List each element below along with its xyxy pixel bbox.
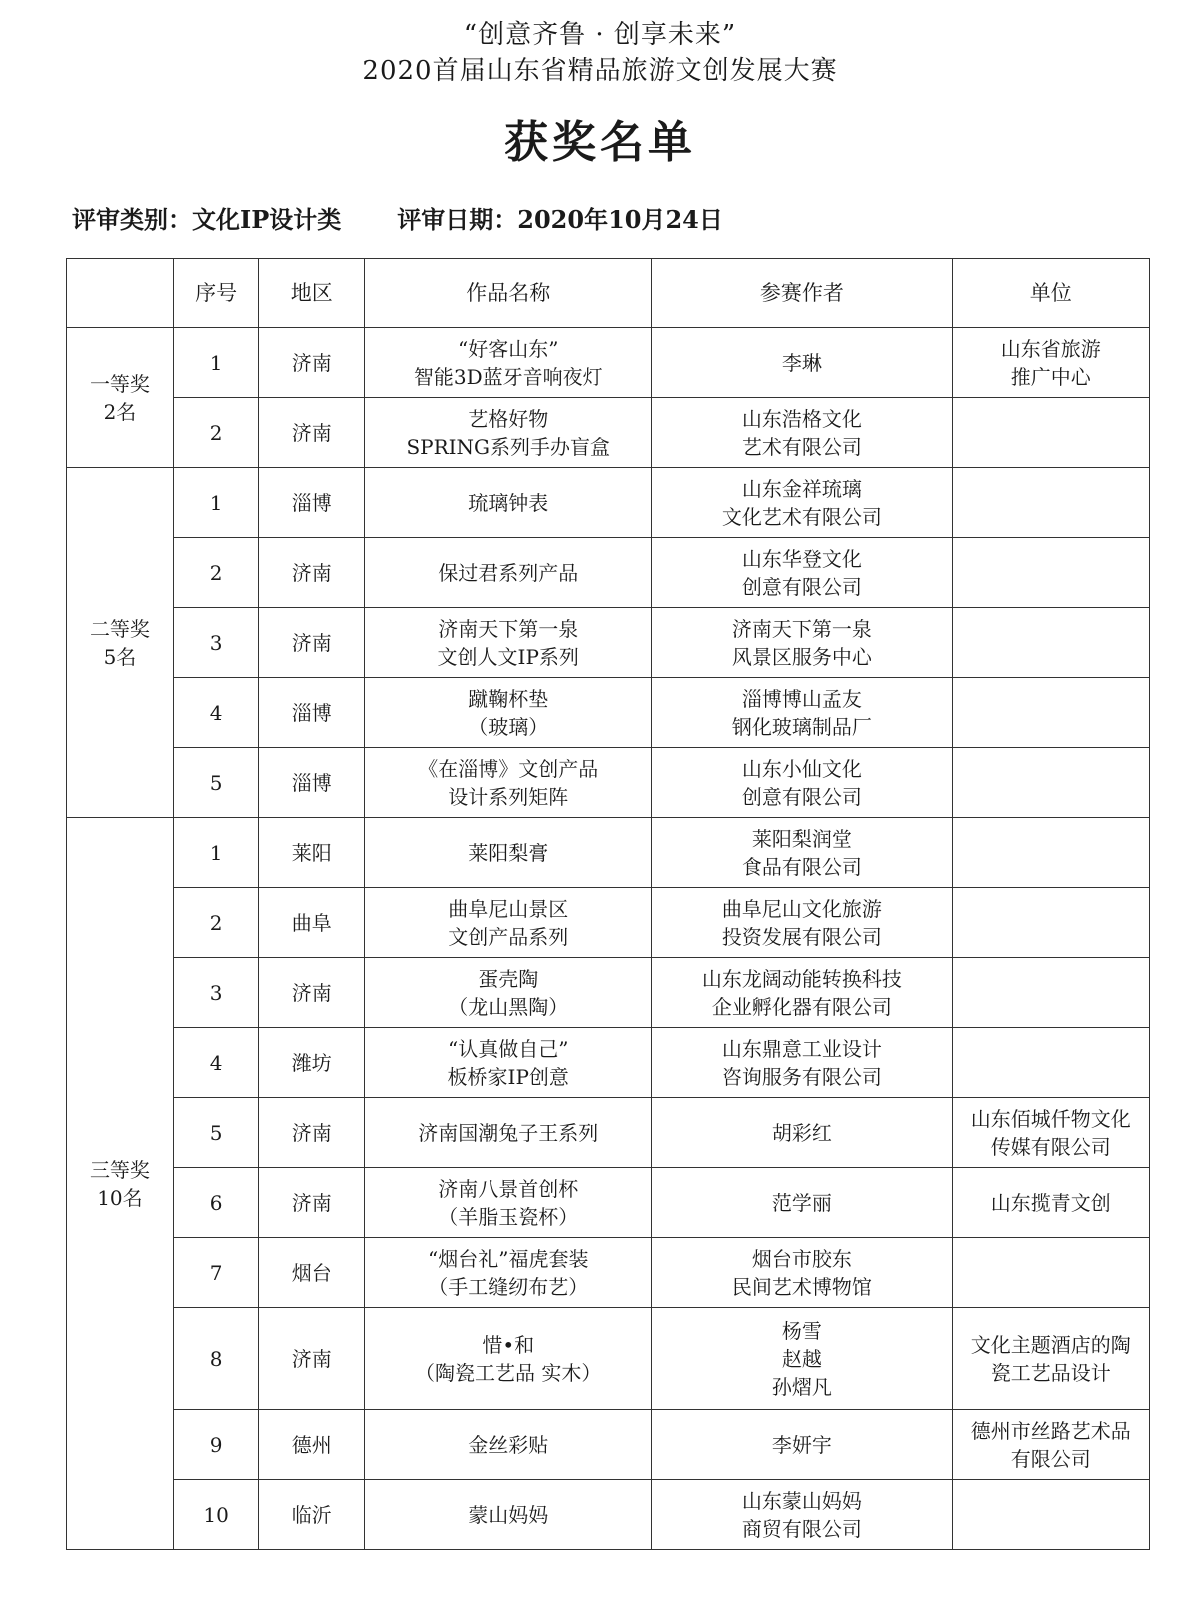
header-author: 参赛作者	[652, 259, 952, 328]
unit-cell	[952, 888, 1149, 958]
no-cell: 1	[173, 818, 259, 888]
table-row	[67, 328, 1150, 398]
work-cell: 济南八景首创杯 （羊脂玉瓷杯）	[365, 1168, 652, 1238]
table-row	[67, 1028, 1150, 1098]
no-cell: 2	[173, 888, 259, 958]
no-cell: 8	[173, 1308, 259, 1410]
prize-level-cell: 二等奖 5名	[67, 468, 174, 818]
author-cell: 山东金祥琉璃 文化艺术有限公司	[652, 468, 952, 538]
table-row	[67, 818, 1150, 888]
table-row	[67, 1308, 1150, 1410]
region-cell: 烟台	[259, 1238, 365, 1308]
header-no: 序号	[173, 259, 259, 328]
author-cell: 山东小仙文化 创意有限公司	[652, 748, 952, 818]
work-cell: 琉璃钟表	[365, 468, 652, 538]
review-meta	[72, 200, 723, 235]
work-cell: 金丝彩贴	[365, 1410, 652, 1480]
table-row	[67, 1238, 1150, 1308]
unit-cell	[952, 1238, 1149, 1308]
no-cell: 4	[173, 678, 259, 748]
table-row	[67, 538, 1150, 608]
region-cell: 德州	[259, 1410, 365, 1480]
no-cell: 5	[173, 748, 259, 818]
prize-level-cell: 三等奖 10名	[67, 818, 174, 1550]
category-label: 评审类别：	[72, 205, 192, 234]
slogan: “创意齐鲁 · 创享未来”	[463, 20, 737, 50]
no-cell: 5	[173, 1098, 259, 1168]
unit-cell	[952, 538, 1149, 608]
author-cell: 济南天下第一泉 风景区服务中心	[652, 608, 952, 678]
no-cell: 4	[173, 1028, 259, 1098]
author-cell: 山东蒙山妈妈 商贸有限公司	[652, 1480, 952, 1550]
work-cell: “烟台礼”福虎套装 （手工缝纫布艺）	[365, 1238, 652, 1308]
region-cell: 淄博	[259, 678, 365, 748]
table-row	[67, 468, 1150, 538]
prize-header-cell	[67, 259, 174, 328]
no-cell: 3	[173, 608, 259, 678]
unit-cell	[952, 958, 1149, 1028]
region-cell: 曲阜	[259, 888, 365, 958]
region-cell: 济南	[259, 608, 365, 678]
region-cell: 济南	[259, 538, 365, 608]
region-cell: 莱阳	[259, 818, 365, 888]
region-cell: 淄博	[259, 748, 365, 818]
region-cell: 临沂	[259, 1480, 365, 1550]
table-row	[67, 398, 1150, 468]
work-cell: 济南国潮兔子王系列	[365, 1098, 652, 1168]
work-cell: 曲阜尼山景区 文创产品系列	[365, 888, 652, 958]
region-cell: 济南	[259, 1308, 365, 1410]
header-region: 地区	[259, 259, 365, 328]
region-cell: 济南	[259, 958, 365, 1028]
author-cell: 山东浩格文化 艺术有限公司	[652, 398, 952, 468]
unit-cell: 文化主题酒店的陶 瓷工艺品设计	[952, 1308, 1149, 1410]
work-cell: “好客山东” 智能3D蓝牙音响夜灯	[365, 328, 652, 398]
no-cell: 7	[173, 1238, 259, 1308]
unit-cell: 德州市丝路艺术品 有限公司	[952, 1410, 1149, 1480]
author-cell: 山东龙阔动能转换科技 企业孵化器有限公司	[652, 958, 952, 1028]
unit-cell: 山东佰城仟物文化 传媒有限公司	[952, 1098, 1149, 1168]
competition-name: 2020首届山东省精品旅游文创发展大赛	[362, 56, 838, 86]
table-row	[67, 1480, 1150, 1550]
table-row	[67, 678, 1150, 748]
unit-cell	[952, 1480, 1149, 1550]
author-cell: 山东华登文化 创意有限公司	[652, 538, 952, 608]
unit-cell	[952, 818, 1149, 888]
table-row	[67, 748, 1150, 818]
work-cell: 蹴鞠杯垫 （玻璃）	[365, 678, 652, 748]
work-cell: 《在淄博》文创产品 设计系列矩阵	[365, 748, 652, 818]
table-header-row	[67, 259, 1150, 328]
region-cell: 济南	[259, 1168, 365, 1238]
unit-cell	[952, 748, 1149, 818]
no-cell: 1	[173, 468, 259, 538]
table-row	[67, 1168, 1150, 1238]
region-cell: 济南	[259, 328, 365, 398]
no-cell: 10	[173, 1480, 259, 1550]
region-cell: 济南	[259, 1098, 365, 1168]
work-cell: “认真做自己” 板桥家IP创意	[365, 1028, 652, 1098]
table-row	[67, 888, 1150, 958]
no-cell: 2	[173, 538, 259, 608]
page-title: 获奖名单	[504, 117, 696, 168]
unit-cell: 山东省旅游 推广中心	[952, 328, 1149, 398]
table-row	[67, 608, 1150, 678]
unit-cell	[952, 398, 1149, 468]
prize-level-cell: 一等奖 2名	[67, 328, 174, 468]
work-cell: 蒙山妈妈	[365, 1480, 652, 1550]
unit-cell	[952, 678, 1149, 748]
author-cell: 胡彩红	[652, 1098, 952, 1168]
no-cell: 9	[173, 1410, 259, 1480]
date-value: 2020年10月24日	[517, 205, 723, 234]
work-cell: 济南天下第一泉 文创人文IP系列	[365, 608, 652, 678]
work-cell: 惜•和 （陶瓷工艺品 实木）	[365, 1308, 652, 1410]
region-cell: 潍坊	[259, 1028, 365, 1098]
author-cell: 莱阳梨润堂 食品有限公司	[652, 818, 952, 888]
table-row	[67, 958, 1150, 1028]
unit-cell	[952, 608, 1149, 678]
awards-table	[66, 258, 1150, 1550]
no-cell: 1	[173, 328, 259, 398]
author-cell: 李妍宇	[652, 1410, 952, 1480]
header-work: 作品名称	[365, 259, 652, 328]
work-cell: 蛋壳陶 （龙山黑陶）	[365, 958, 652, 1028]
unit-cell	[952, 1028, 1149, 1098]
unit-cell	[952, 468, 1149, 538]
table-row	[67, 1410, 1150, 1480]
region-cell: 济南	[259, 398, 365, 468]
work-cell: 艺格好物 SPRING系列手办盲盒	[365, 398, 652, 468]
work-cell: 莱阳梨膏	[365, 818, 652, 888]
author-cell: 李琳	[652, 328, 952, 398]
author-cell: 淄博博山孟友 钢化玻璃制品厂	[652, 678, 952, 748]
date-label: 评审日期：	[397, 205, 518, 234]
unit-cell: 山东揽青文创	[952, 1168, 1149, 1238]
category-value: 文化IP设计类	[192, 205, 342, 234]
header-unit: 单位	[952, 259, 1149, 328]
no-cell: 2	[173, 398, 259, 468]
table-row	[67, 1098, 1150, 1168]
region-cell: 淄博	[259, 468, 365, 538]
author-cell: 范学丽	[652, 1168, 952, 1238]
author-cell: 山东鼎意工业设计 咨询服务有限公司	[652, 1028, 952, 1098]
work-cell: 保过君系列产品	[365, 538, 652, 608]
no-cell: 6	[173, 1168, 259, 1238]
author-cell: 杨雪 赵越 孙熠凡	[652, 1308, 952, 1410]
author-cell: 曲阜尼山文化旅游 投资发展有限公司	[652, 888, 952, 958]
author-cell: 烟台市胶东 民间艺术博物馆	[652, 1238, 952, 1308]
no-cell: 3	[173, 958, 259, 1028]
